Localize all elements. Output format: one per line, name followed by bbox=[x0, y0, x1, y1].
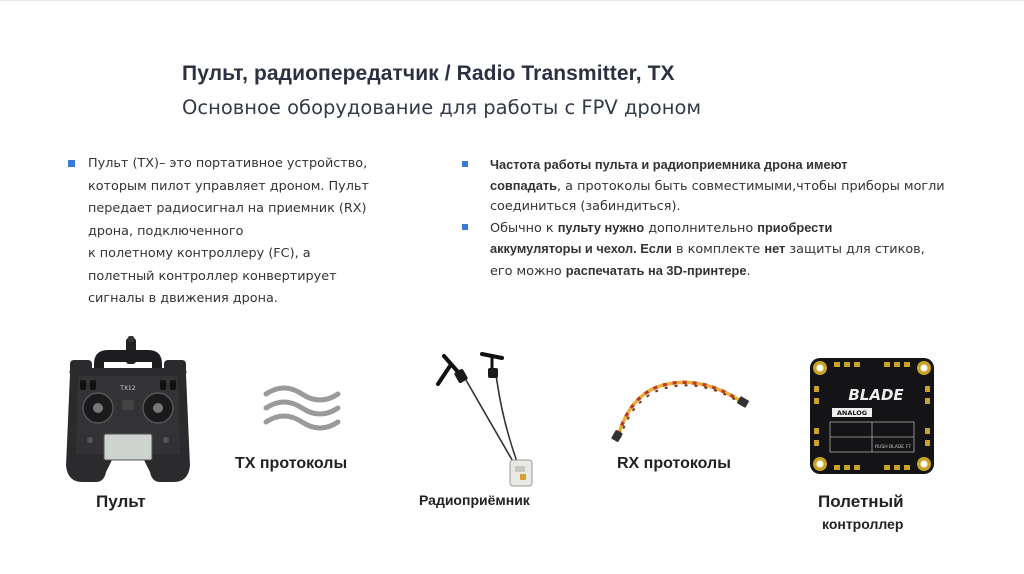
right-bullet-list bbox=[462, 155, 982, 282]
fc-brand-label: BLADE bbox=[848, 386, 904, 404]
bullet-line: его можно распечатать на 3D-принтере. bbox=[490, 262, 751, 279]
bullet-line: аккумуляторы и чехол. Если в комплекте нет защиты для стиков, bbox=[490, 241, 925, 257]
bullet-line: полетный контроллер конвертирует bbox=[88, 268, 337, 284]
bullet-line: которым пилот управляет дроном. Пульт bbox=[88, 178, 369, 194]
bullet-accessories bbox=[462, 218, 982, 283]
receiver-label: Радиоприёмник bbox=[419, 492, 530, 508]
rx-cable-image bbox=[610, 366, 750, 446]
bullet-line: дрона, подключенного bbox=[88, 223, 244, 239]
bullet-line: Обычно к пульту нужно дополнительно приобрести bbox=[490, 219, 833, 236]
top-border bbox=[0, 0, 1024, 1]
bullet-marker bbox=[462, 224, 468, 230]
receiver-image bbox=[420, 352, 540, 492]
rx-protocols-label: RX протоколы bbox=[617, 455, 731, 472]
bullet-line: Частота работы пульта и радиоприемника дрона имеют bbox=[490, 157, 848, 172]
bullet-line: совпадать, а протоколы быть совместимыми,чтобы приборы могли bbox=[490, 177, 945, 194]
flight-controller-image bbox=[806, 354, 938, 478]
remote-label: Пульт bbox=[96, 492, 146, 511]
fc-analog-label: ANALOG bbox=[836, 409, 868, 417]
bullet-marker bbox=[462, 161, 468, 167]
remote-model-label: TX12 bbox=[120, 385, 136, 392]
left-bullet-list bbox=[68, 153, 398, 311]
bullet-frequency bbox=[462, 155, 982, 218]
bullet-line: Пульт (TX)– это портативное устройство, bbox=[88, 156, 368, 171]
page-title: Пульт, радиопередатчик / Radio Transmitter, TX bbox=[182, 62, 675, 85]
tx-protocols-label: TX протоколы bbox=[235, 455, 348, 472]
fc-chip-label: RUSH BLADE F7 bbox=[874, 445, 912, 450]
bullet-marker bbox=[68, 160, 75, 167]
flight-controller-label-2: контроллер bbox=[822, 516, 904, 532]
remote-controller-image bbox=[64, 336, 192, 486]
page-subtitle: Основное оборудование для работы с FPV дроном bbox=[182, 96, 702, 119]
bullet-line: соединиться (забиндиться). bbox=[490, 199, 681, 214]
bullet-line: сигналы в движения дрона. bbox=[88, 291, 278, 306]
signal-waves-icon bbox=[262, 382, 342, 432]
bullet-line: к полетному контроллеру (FC), а bbox=[88, 246, 311, 261]
flight-controller-label-1: Полетный bbox=[818, 492, 904, 511]
bullet-line: передает радиосигнал на приемник (RX) bbox=[88, 201, 367, 216]
bullet-remote-description bbox=[68, 153, 398, 311]
